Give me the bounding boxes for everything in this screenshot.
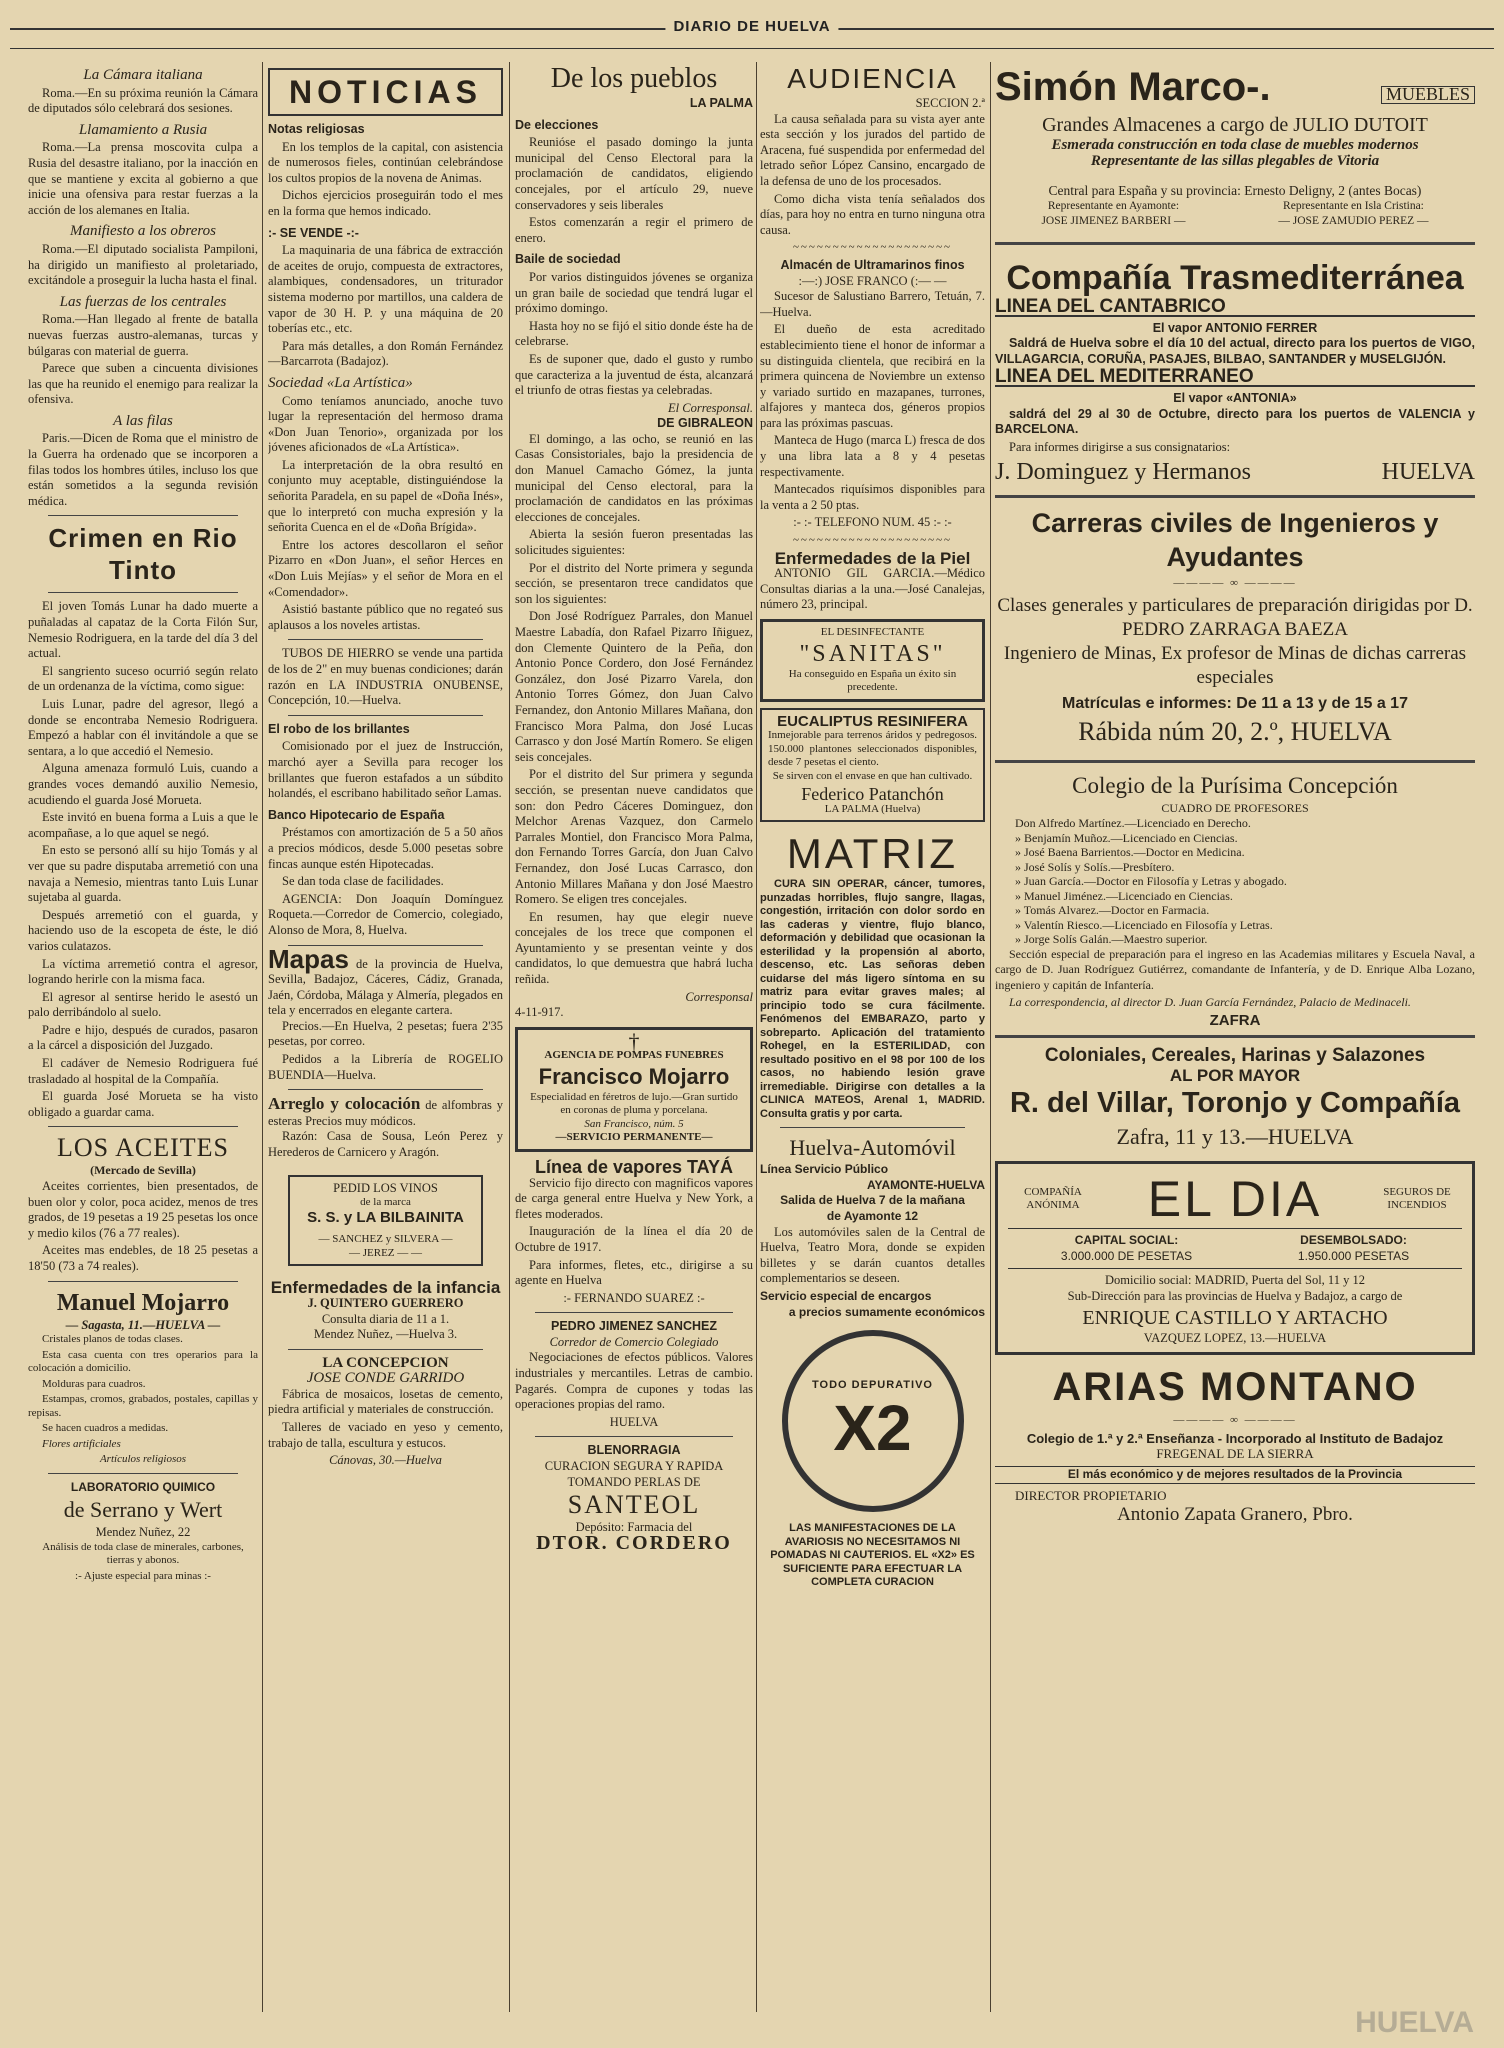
ad-text: El dueño de esta acreditado establecimiento tiene el honor de informar a su distinguida clientela, que recibirá en la primera quincena de Noviembre un extenso y variado surtido en mazapanes, turrones, alfajores y manteca dos, géneros propios para las próximas pascuas. xyxy=(760,322,985,430)
article-text: El joven Tomás Lunar ha dado muerte a puñaladas al capataz de la Corta Filón Sur, Nemesio Rodriguera, en la tarde del día 3 del actual. xyxy=(28,599,258,661)
ad-line: —SERVICIO PERMANENTE— xyxy=(555,1131,713,1144)
ad-line: FREGENAL DE LA SIERRA xyxy=(1156,1446,1314,1462)
separator xyxy=(288,715,483,716)
ad-city: HUELVA xyxy=(1381,459,1475,486)
ad-sanitas xyxy=(760,619,985,702)
ad-line: J. QUINTERO GUERRERO xyxy=(307,1295,464,1310)
column-5 xyxy=(995,62,1475,1527)
section-banner xyxy=(268,68,503,116)
list-item: Don Alfredo Martínez.—Licenciado en Derecho. xyxy=(1015,816,1251,831)
ad-address: — Sagasta, 11.—HUELVA — xyxy=(65,1317,221,1332)
article-text: Dichos ejercicios proseguirán todo el mes en la forma que hemos indicado. xyxy=(268,188,503,218)
professor-list xyxy=(995,816,1475,947)
separator xyxy=(995,242,1475,245)
ad-line: de Ayamonte 12 xyxy=(826,1208,919,1223)
article-text: El domingo, a las ocho, se reunió en las Casas Consistoriales, bajo la presidencia de don Manuel Camacho Gómez, la junta municipal del Censo electoral, para la proclamación de candidatos en las próximas elecciones de concejales. xyxy=(515,431,753,524)
cross-icon: † xyxy=(628,1028,640,1054)
ad-text: de la provincia de Huelva, Sevilla, Badajoz, Cáceres, Cádiz, Granada, Jaén, Córdoba, Málaga y Almería, plegados en tela y encerrados en elegante cartera. xyxy=(268,956,503,1018)
ad-text: Análisis de toda clase de minerales, carbones, tierras y abonos. xyxy=(42,1540,244,1567)
article-text: Asistió bastante público que no regateó sus aplausos a los noveles artistas. xyxy=(268,602,503,632)
ad-arreglo xyxy=(268,1096,503,1129)
ad-line: Central para España y su provincia: Ernesto Deligny, 2 (antes Bocas) xyxy=(1048,183,1422,199)
ad-representatives xyxy=(995,199,1475,230)
ad-text: Razón: Casa de Sousa, León Perez y Herederos de Carnicero y Aragón. xyxy=(268,1129,503,1160)
article-text: La víctima arremetió contra el agresor, logrando herirle con la misma faca. xyxy=(28,956,258,987)
ad-name: EL DIA xyxy=(1147,1171,1323,1228)
ad-line: 1.950.000 PESETAS xyxy=(1297,1248,1410,1263)
date: 4-11-917. xyxy=(515,1005,564,1020)
ad-line: AL POR MAYOR xyxy=(1169,1065,1301,1085)
seal-ring-text: TODO DEPURATIVO xyxy=(812,1379,933,1392)
ad-line-title: LINEA DEL MEDITERRANEO xyxy=(995,369,1475,387)
article-text: Entre los actores descollaron el señor Pizarro en «Don Juan», el señor Herces en «Don Luis Mejías» y el señor de Mora en el «Comendador». xyxy=(268,537,503,599)
article-text: Hasta hoy no se fijó el sitio donde éste ha de celebrarse. xyxy=(515,318,753,349)
ad-line: CAPITAL SOCIAL: xyxy=(1074,1233,1179,1248)
ad-name: DTOR. CORDERO xyxy=(536,1531,732,1552)
ad-address: Cánovas, 30.—Huelva xyxy=(329,1453,442,1468)
ad-name: de Serrano y Wert xyxy=(63,1497,223,1523)
ad-text: Los automóviles salen de la Central de Huelva, Teatro Mora, donde se expiden billetes y se darán cuantos detalles complementarios se deseen. xyxy=(760,1224,985,1286)
headline: Sociedad «La Artística» xyxy=(268,374,413,391)
subsection: DE GIBRALEON xyxy=(657,416,753,431)
ad-title: Línea de vapores TAYÁ xyxy=(534,1156,734,1177)
article-text: Paris.—Dicen de Roma que el ministro de la Guerra ha ordenado que se incorporen a filas todos los hombres útiles, incluso los que están sometidos a la segunda revisión médica. xyxy=(28,431,258,508)
ad-eucaliptus xyxy=(760,708,985,823)
ad-text: Sección especial de preparación para el ingreso en las Academias militares y Escuela Naval, a cargo de D. Juan Rodríguez Gutiérrez, comandante de Infantería, y de D. Enrique Alba Lozano, ingeniero y capitán de Infantería. xyxy=(995,946,1475,992)
separator xyxy=(995,1035,1475,1038)
ad-text: :- Ajuste especial para minas :- xyxy=(75,1569,211,1582)
ad-mapas xyxy=(268,943,503,1019)
ad-title: Mapas xyxy=(268,943,349,974)
separator xyxy=(48,1473,238,1474)
headline-crimen: Crimen en Rio Tinto xyxy=(48,523,238,586)
ad-line: Clases generales y particulares de preparación dirigidas por D. PEDRO ZARRAGA BAEZA xyxy=(997,594,1473,640)
article-text: Aceites mas endebles, de 18 25 pesetas a 18'50 (73 a 74 reales). xyxy=(28,1243,258,1273)
ad-text: de alfombras y esteras Precios muy módicos. xyxy=(268,1098,503,1128)
ad-name: J. Dominguez y Hermanos xyxy=(995,459,1251,486)
list-item: » José Baena Barrientos.—Doctor en Medicina. xyxy=(1015,845,1245,860)
article-text: Como dicha vista tenía señalados dos días, para hoy no entra en turno ninguna otra causa. xyxy=(760,191,985,237)
list-item: » Valentín Riesco.—Licenciado en Filosofía y Letras. xyxy=(1015,917,1273,932)
ad-address: Mendez Nuñez, 22 xyxy=(95,1525,191,1540)
column-3 xyxy=(515,62,753,1551)
ornament: ———— ∞ ———— xyxy=(1173,1414,1297,1427)
watermark: HUELVA xyxy=(1355,2006,1474,2039)
ad-title: Arreglo y colocación xyxy=(268,1094,421,1114)
ad-text: LAS MANIFESTACIONES DE LA AVARIOSIS NO NECESITAMOS NI POMADAS NI CAUTERIOS. EL «X2» ES SUFICIENTE PARA EFECTUAR LA COMPLETA CURACION xyxy=(770,1522,975,1589)
section-title: AUDIENCIA xyxy=(787,63,958,94)
x2-seal xyxy=(782,1330,964,1512)
ad-line: Esmerada construcción en toda clase de muebles modernos xyxy=(1051,137,1419,153)
subsection: SECCION 2.ª xyxy=(915,96,985,110)
article-text: Don José Rodríguez Parrales, don Manuel Maestre Labadía, don Rafael Pizarro Iñiguez, don Clemente Quintero de la Peña, don Antonio Ponce Cordero, don José Fernández González, don José Pizarro Varela, don Antonio Torres Gómez, don Juan Calvo Fernandez, don Antonio Millares Mañana, don Francisco Mora Palma, don José Lucas Carrasco y don José Martín Romero. Se eligen seis concejales. xyxy=(515,609,753,764)
ad-text: Talleres de vaciado en yeso y cemento, trabajo de talla, escultura y estucos. xyxy=(268,1420,503,1450)
rep-name: JOSE JIMENEZ BARBERI — xyxy=(1041,215,1186,228)
ad-vinos xyxy=(288,1175,483,1267)
article-text: En esto se personó allí su hijo Tomás y al ver que su padre disputaba arremetió con una navaja a Nemesio, mientras tanto Luis Lunar sujetaba al guarda. xyxy=(28,843,258,905)
column-1 xyxy=(28,62,258,1585)
ad-pompas-funebres xyxy=(515,1027,753,1152)
separator xyxy=(995,760,1475,763)
column-rule xyxy=(756,62,757,2012)
ad-line: Depósito: Farmacia del xyxy=(575,1520,693,1535)
ad-text: Para informes dirigirse a sus consignatarios: xyxy=(1009,439,1231,454)
signature: El Corresponsal. xyxy=(668,400,753,415)
ad-text: Servicio fijo directo con magnificos vapores de carga general entre Huelva y New York, a fletes moderados. xyxy=(515,1175,753,1221)
ad-title: BLENORRAGIA xyxy=(587,1443,681,1458)
article-text: Por varios distinguidos jóvenes se organiza un gran baile de sociedad que tendrá lugar el próximo domingo. xyxy=(515,269,753,316)
ad-title: PEDRO JIMENEZ SANCHEZ xyxy=(551,1319,717,1334)
ad-line: — JEREZ — — xyxy=(348,1246,423,1259)
ad-line: Artículos religiosos xyxy=(99,1453,187,1466)
article-text: AGENCIA: Don Joaquín Domínguez Roqueta.—Corredor de Comercio, colegiado, Alonso de Mora, 8, Huelva. xyxy=(268,891,503,937)
ad-capital-desembolsado xyxy=(1298,1233,1409,1264)
article-text: Roma.—En su próxima reunión la Cámara de diputados sólo celebrará dos sesiones. xyxy=(28,85,258,116)
article-text: Para más detalles, a don Román Fernández—Barcarrota (Badajoz). xyxy=(268,338,503,369)
ad-title: Manuel Mojarro xyxy=(56,1289,230,1316)
article-text: Después arremetió con el guarda, y haciendo uso de la escopeta de éste, le dió varios culatazos. xyxy=(28,907,258,953)
ad-line: DESEMBOLSADO: xyxy=(1300,1233,1407,1248)
article-text: Estos comenzarán a regir el primero de enero. xyxy=(515,215,753,245)
article-text: Aceites corrientes, bien presentados, de buen olor y color, poca acidez, menos de tres grados, de 19 pesetas a 19 25 pesetas los once y medio kilos (76 a 77 reales). xyxy=(28,1179,258,1240)
article-text: La causa señalada para su vista ayer ante esta sección y los jurados del partido de Aracena, fué suspendida por enfermedad del letrado señor López Cansino, encargado de la defensa de uno de los procesados. xyxy=(760,111,985,188)
ad-title: Colegio de la Purísima Concepción xyxy=(1072,772,1398,798)
ad-capital-social xyxy=(1061,1233,1192,1264)
ad-title: EUCALIPTUS RESINIFERA xyxy=(777,712,968,730)
ad-name: SANTEOL xyxy=(567,1490,701,1520)
ad-line: :- :- TELEFONO NUM. 45 :- :- xyxy=(793,515,952,530)
ad-text: Pedidos a la Librería de ROGELIO BUENDIA—Huelva. xyxy=(268,1052,503,1082)
ad-line: :- FERNANDO SUAREZ :- xyxy=(563,1290,705,1305)
ad-line: Matrículas e informes: De 11 a 13 y de 15 a 17 xyxy=(1062,694,1408,712)
ad-name: :—:) JOSE FRANCO (:— — xyxy=(798,273,947,288)
article-text: En resumen, hay que elegir nueve concejales de los trece que componen el Ayuntamiento y se presentan veinte y dos candidatos, lo que demuestra que habrá lucha reñida. xyxy=(515,909,753,987)
masthead-title: DIARIO DE HUELVA xyxy=(665,18,838,35)
section-title: NOTICIAS xyxy=(289,74,482,110)
ad-consignees xyxy=(995,457,1475,487)
separator xyxy=(535,1436,733,1437)
list-item: » Benjamín Muñoz.—Licenciado en Ciencias. xyxy=(1015,830,1238,845)
ad-line: Coloniales, Cereales, Harinas y Salazones xyxy=(1044,1044,1426,1066)
ad-line: EL DESINFECTANTE xyxy=(820,626,925,638)
separator xyxy=(995,495,1475,498)
article-text: Este invitó en buena forma a Luis a que le acompañase, a lo que aquel se negó. xyxy=(28,810,258,840)
ad-line: Ha conseguido en España un éxito sin precedente. xyxy=(788,667,957,693)
subsection: LA PALMA xyxy=(689,96,753,110)
separator xyxy=(288,1349,483,1350)
ad-text: Para informes, fletes, etc., dirigirse a su agente en Huelva xyxy=(515,1257,753,1288)
headline: :- SE VENDE -:- xyxy=(268,225,359,240)
ad-line: Domicilio social: MADRID, Puerta del Sol, 11 y 12 xyxy=(1008,1268,1462,1289)
ad-address: VAZQUEZ LOPEZ, 13.—HUELVA xyxy=(1143,1330,1327,1345)
separator xyxy=(288,639,483,640)
ad-line: TOMANDO PERLAS DE xyxy=(567,1474,701,1489)
headline: Llamamiento a Rusia xyxy=(78,121,208,138)
article-text: El cadáver de Nemesio Rodriguera fué trasladado al hospital de la Compañía. xyxy=(28,1056,258,1086)
signature: Corresponsal xyxy=(685,989,753,1004)
article-text: La maquinaria de una fábrica de extracción de aceites de orujo, compuesta de extractores, alambiques, condensadores, un triturador sistema moderno por martillos, una caldera de vapor de 30 H. P. y una máquina de 20 toberías etc., etc. xyxy=(268,243,503,336)
article-text: TUBOS DE HIERRO se vende una partida de los de 2" en muy buenas condiciones; darán razón en LA INDUSTRIA ONUBENSE, Concepción, 10.—Huelva. xyxy=(268,646,503,708)
article-text: Roma.—Han llegado al frente de batalla nuevas fuerzas austro-alemanas, turcas y búlgaras con material de guerra. xyxy=(28,312,258,358)
ad-line: Colegio de 1.ª y 2.ª Enseñanza - Incorporado al Instituto de Badajoz xyxy=(1026,1430,1444,1446)
ad-line: DIRECTOR PROPIETARIO xyxy=(1015,1487,1167,1503)
masthead xyxy=(10,18,1494,49)
article-text: Por el distrito del Norte primera y segunda sección, se presentaron trece candidatos que son los siguientes: xyxy=(515,560,753,606)
separator xyxy=(48,515,238,516)
headline: Baile de sociedad xyxy=(515,252,621,267)
ad-text: Precios.—En Huelva, 2 pesetas; fuera 2'35 pesetas, por correo. xyxy=(268,1018,503,1049)
ad-brand: S. S. y LA BILBAINITA xyxy=(307,1208,464,1226)
ad-line: ZAFRA xyxy=(1209,1011,1261,1029)
ad-title: Carreras civiles de Ingenieros y Ayudantes xyxy=(1031,508,1439,573)
headline: Banco Hipotecario de España xyxy=(268,807,445,822)
column-2 xyxy=(268,62,503,1469)
article-text: El agresor al sentirse herido le asestó un palo derribándolo al suelo. xyxy=(28,989,258,1020)
list-item: » Jorge Solís Galán.—Maestro superior. xyxy=(1015,932,1208,947)
article-text: El guarda José Morueta se ha visto obligado a guardar cama. xyxy=(28,1089,258,1119)
subheadline: (Mercado de Sevilla) xyxy=(90,1163,196,1178)
ad-line: Estampas, cromos, grabados, postales, capillas y repisas. xyxy=(28,1393,258,1419)
ad-title: Simón Marco-. xyxy=(995,65,1271,109)
separator xyxy=(48,592,238,593)
ad-title: Enfermedades de la Piel xyxy=(774,548,971,568)
ad-city: HUELVA xyxy=(609,1414,659,1429)
separator xyxy=(288,1089,483,1090)
ad-address: San Francisco, núm. 5 xyxy=(584,1117,684,1130)
ad-subtitle: CUADRO DE PROFESORES xyxy=(1161,800,1309,815)
article-text: Roma.—La prensa moscovita culpa a Rusia del desastre italiano, por la inacción en que se mantiene y excita al gobierno a que inicie una ofensiva para restar fuerzas a la acción de los alemanes en Italia. xyxy=(28,140,258,217)
ad-line: Esta casa cuenta con tres operarios para la colocación a domicilio. xyxy=(28,1348,258,1375)
rep-isla xyxy=(1278,199,1428,230)
ad-text: Negociaciones de efectos públicos. Valores industriales y mercantiles. Letras de cambio. Pagarés. Compra de cupones y todas las operaciones propias del ramo. xyxy=(515,1350,753,1412)
ad-text: La correspondencia, al director D. Juan García Fernández, Palacio de Medinaceli. xyxy=(1009,995,1411,1010)
article-text: Por el distrito del Sur primera y segunda sección, se presentan nueve candidatos que son: don Pedro Cáceres Dominguez, don Melchor Arenas Vazquez, don Carmelo Parrales Montiel, don Francisco Mora Palma, don Fernando Torres García, don Juan Calvo Fernandez, don José Lucas Carrasco, don Antonio Millares Mañana y don José Maestro Romero. Se eligen tres concejales. xyxy=(515,767,753,907)
ornament: ———— ∞ ———— xyxy=(1173,577,1297,590)
ad-title: Huelva-Automóvil xyxy=(789,1135,956,1161)
ad-text: CURA SIN OPERAR, cáncer, tumores, punzadas horribles, flujo sangre, llagas, congestión, irritación con dolor sordo en las caderas y vientre, flujo blanco, deformación y debilidad que ocasionan la esterilidad y la propensión al aborto, descenso, etc. Las señoras deben cuidarse del más ligero síntoma en su matriz para evitar graves males; al principio todo se cura fácilmente. Fenómenos del EMBARAZO, parto y sobreparto. Aplicación del tratamiento Rohegel, en la ESTERILIDAD, con resultado positivo en el 98 por 100 de los casos, no habiendo lesión grave irremediable. Dirigirse con detalles a la CLINICA MATEOS, Arenal 1, MADRID. Consulta gratis y por carta. xyxy=(760,878,985,1120)
ad-line: Cristales planos de todas clases. xyxy=(42,1333,183,1346)
ad-simon-header xyxy=(995,62,1475,112)
article-text: En los templos de la capital, con asistencia de numerosos fieles, continúan celebrándose los cultos propios de la novena de Animas. xyxy=(268,139,503,185)
ad-line: Ingeniero de Minas, Ex profesor de Minas de dichas carreras especiales xyxy=(1003,642,1467,688)
ad-line: El vapor ANTONIO FERRER xyxy=(1152,320,1318,335)
ad-city: LA PALMA (Huelva) xyxy=(824,802,921,815)
ad-line: de la marca xyxy=(360,1196,411,1209)
ad-text: Manteca de Hugo (marca L) fresca de dos y una libra lata a 8 y 4 pesetas respectivamente. xyxy=(760,433,985,479)
ad-text: Sucesor de Salustiano Barrero, Tetuán, 7.—Huelva. xyxy=(760,289,985,319)
section-title: De los pueblos xyxy=(550,63,718,94)
ad-line: Línea Servicio Público xyxy=(760,1162,889,1177)
article-text: Se dan toda clase de facilidades. xyxy=(282,874,444,889)
separator xyxy=(48,1126,238,1127)
ad-subtitle: Corredor de Comercio Colegiado xyxy=(549,1334,719,1349)
column-rule xyxy=(990,62,991,2012)
article-text: Parece que suben a cincuenta divisiones las que ha reunido el enemigo para realizar la ofensiva. xyxy=(28,361,258,407)
ad-name: R. del Villar, Toronjo y Compañía xyxy=(1009,1087,1461,1120)
ad-name: Antonio Zapata Granero, Pbro. xyxy=(1117,1504,1353,1526)
ad-line: COMPAÑÍA ANÓNIMA xyxy=(1024,1185,1082,1212)
ad-line-title: LINEA DEL CANTABRICO xyxy=(995,299,1475,317)
ad-name: ENRIQUE CASTILLO Y ARTACHO xyxy=(1082,1306,1388,1329)
ad-line: 3.000.000 DE PESETAS xyxy=(1060,1248,1193,1263)
column-rule xyxy=(262,62,263,2012)
headline: El robo de los brillantes xyxy=(268,721,410,736)
ad-name: Federico Patanchón xyxy=(801,784,944,805)
rep-name: — JOSE ZAMUDIO PEREZ — xyxy=(1278,215,1429,228)
article-text: Reunióse el pasado domingo la junta municipal del Censo Electoral para la proclamación de candidatos, eligiendo concejales, por el artículo 29, nueve conservadores y seis liberales xyxy=(515,135,753,212)
list-item: » José Solís y Solís.—Presbítero. xyxy=(1015,859,1175,874)
ad-text: Saldrá de Huelva sobre el día 10 del actual, directo para los puertos de VIGO, VILLAGARCIA, CORUÑA, PASAJES, BILBAO, SANTANDER y MUSELGIJÓN. xyxy=(995,336,1475,366)
ad-address: Zafra, 11 y 13.—HUELVA xyxy=(1116,1124,1354,1150)
headline-aceites: LOS ACEITES xyxy=(56,1133,230,1163)
ad-line: Especialidad en féretros de lujo.—Gran surtido en coronas de pluma y porcelana. xyxy=(530,1090,738,1117)
rep-ayamonte xyxy=(1041,199,1185,230)
ad-line: Se hacen cuadros a medidas. xyxy=(42,1422,169,1435)
ad-line: Flores artificiales xyxy=(42,1437,121,1450)
ad-address: Rábida núm 20, 2.º, HUELVA xyxy=(1078,716,1392,746)
article-text: Como teníamos anunciado, anoche tuvo lugar la representación del hermoso drama «Don Juan Tenorio», organizada por los jóvenes aficionados de «La Artística». xyxy=(268,393,503,455)
separator xyxy=(48,1281,238,1282)
list-item: » Tomás Alvarez.—Doctor en Farmacia. xyxy=(1015,903,1210,918)
ad-line: Consulta diaria de 11 a 1. xyxy=(321,1311,450,1326)
article-text: Abierta la sesión fueron presentadas las solicitudes siguientes: xyxy=(515,527,753,558)
rep-label: Representante en Isla Cristina: xyxy=(1283,199,1424,212)
ad-title: MATRIZ xyxy=(786,830,959,878)
ad-title: Almacén de Ultramarinos finos xyxy=(780,257,965,272)
separator xyxy=(780,1127,965,1128)
ad-el-dia-header xyxy=(1008,1170,1462,1228)
ad-text: ANTONIO GIL GARCIA.—Médico Consultas diarias a la una.—José Canalejas, número 23, principal. xyxy=(760,566,985,612)
ad-line: SEGUROS DE INCENDIOS xyxy=(1383,1185,1451,1212)
ad-text: Mantecados riquísimos disponibles para la venta a 2 50 ptas. xyxy=(760,482,985,512)
ad-title: Enfermedades de la infancia xyxy=(270,1278,501,1298)
headline: Notas religiosas xyxy=(268,122,365,136)
ad-line: — SANCHEZ y SILVERA — xyxy=(318,1233,453,1246)
ad-line: a precios sumamente económicos xyxy=(788,1304,985,1319)
ad-capital xyxy=(1008,1228,1462,1264)
list-item: » Manuel Jiménez.—Licenciado en Ciencias. xyxy=(1015,888,1233,903)
ad-line: Servicio especial de encargos xyxy=(760,1288,932,1303)
seal-name: X2 xyxy=(833,1391,912,1464)
article-text: El sangriento suceso ocurrió según relato de un ordenanza de la víctima, como sigue: xyxy=(28,663,258,694)
article-text: Comisionado por el juez de Instrucción, marchó ayer a Sevilla para recoger los brillantes que fueron estafados a un súbdito holandés, el escribano habilitado señor Lamas. xyxy=(268,739,503,801)
ad-line: Representante de las sillas plegables de Vitoria xyxy=(1090,152,1380,169)
ornament: ~~~~~~~~~~~~~~~~~~~~ xyxy=(792,241,953,254)
ad-title: LA CONCEPCION xyxy=(322,1354,449,1371)
ad-line: Sub-Dirección para las provincias de Huelva y Badajoz, a cargo de xyxy=(1067,1288,1403,1303)
ad-line: El más económico y de mejores resultados de la Provincia xyxy=(995,1466,1475,1484)
headline: De elecciones xyxy=(515,117,599,132)
column-rule xyxy=(509,62,510,2012)
ad-name: JOSE CONDE GARRIDO xyxy=(306,1370,465,1387)
ornament: ~~~~~~~~~~~~~~~~~~~~ xyxy=(792,534,953,547)
ad-title: ARIAS MONTANO xyxy=(1052,1365,1418,1410)
article-text: Es de suponer que, dado el gusto y rumbo que caracteriza a la juventud de ésta, alcanzará el triunfo de otras fiestas ya celebradas. xyxy=(515,351,753,398)
ad-line: Molduras para cuadros. xyxy=(42,1377,146,1390)
ad-text: Inmejorable para terrenos áridos y pedregosos. 150.000 plantones seleccionados disponibles, desde 7 pesetas el ciento. xyxy=(768,729,977,769)
list-item: » Juan García.—Doctor en Filosofía y Letras y abogado. xyxy=(1015,874,1287,889)
article-text: La interpretación de la obra resultó en conjunto muy aceptable, distinguiéndose la señorita Paradela, en su papel de «Doña Inés», que lo interpretó con mucha expresión y la señorita Cuenca en el de «Doña Brígida». xyxy=(268,457,503,535)
rep-label: Representante en Ayamonte: xyxy=(1047,199,1180,212)
ad-line: CURACION SEGURA Y RAPIDA xyxy=(544,1459,724,1474)
headline: Las fuerzas de los centrales xyxy=(59,293,227,310)
ad-text: saldrá del 29 al 30 de Octubre, directo para los puertos de VALENCIA y BARCELONA. xyxy=(995,406,1475,437)
ad-name: "SANITAS" xyxy=(799,640,946,667)
headline: La Cámara italiana xyxy=(83,67,203,83)
ad-line: El vapor «ANTONIA» xyxy=(1173,390,1297,405)
article-text: Roma.—El diputado socialista Pampiloni, ha dirigido un manifiesto al proletariado, excitándole a proseguir la lucha hasta el final. xyxy=(28,241,258,288)
ad-title: Compañía Trasmediterránea xyxy=(1006,258,1464,297)
article-text: Luis Lunar, padre del agresor, llegó a donde se encontraba Nemesio Rodriguera. Empezó a hablar con él invitándole a que se sentara, a lo que accedió el Nemesio. xyxy=(28,697,258,758)
ad-tag: MUEBLES xyxy=(1381,86,1475,104)
headline: Manifiesto a los obreros xyxy=(70,223,216,240)
ad-name: Francisco Mojarro xyxy=(538,1063,730,1089)
ad-line: Salida de Huelva 7 de la mañana xyxy=(780,1193,965,1208)
ad-text: Se sirven con el envase en que han cultivado. xyxy=(772,769,973,782)
ad-line: AGENCIA DE POMPAS FUNEBRES xyxy=(544,1049,724,1062)
ad-el-dia xyxy=(995,1161,1475,1355)
column-4 xyxy=(760,62,985,1592)
article-text: Préstamos con amortización de 5 a 50 años a precios módicos, desde 5.000 pesetas sobre fincas aunque estén Hipotecadas. xyxy=(268,825,503,871)
article-text: Alguna amenaza formuló Luis, cuando a grandes voces demandó auxilio Nemesio, acudiendo el guarda José Morueta. xyxy=(28,761,258,807)
ad-line: Mendez Nuñez, —Huelva 3. xyxy=(313,1327,458,1342)
ad-text: Inauguración de la línea el día 20 de Octubre de 1917. xyxy=(515,1224,753,1254)
ad-line: AYAMONTE-HUELVA xyxy=(866,1177,985,1192)
separator xyxy=(535,1312,733,1313)
article-text: Padre e hijo, después de curados, pasaron a la cárcel a disposición del Juzgado. xyxy=(28,1022,258,1053)
ad-line: PEDID LOS VINOS xyxy=(333,1180,438,1195)
ad-title: LABORATORIO QUIMICO xyxy=(70,1479,216,1494)
ad-text: Fábrica de mosaicos, losetas de cemento, piedra artificial y materiales de construcción. xyxy=(268,1386,503,1417)
headline: A las filas xyxy=(113,412,173,429)
ad-line: Grandes Almacenes a cargo de JULIO DUTOIT xyxy=(1042,114,1428,136)
